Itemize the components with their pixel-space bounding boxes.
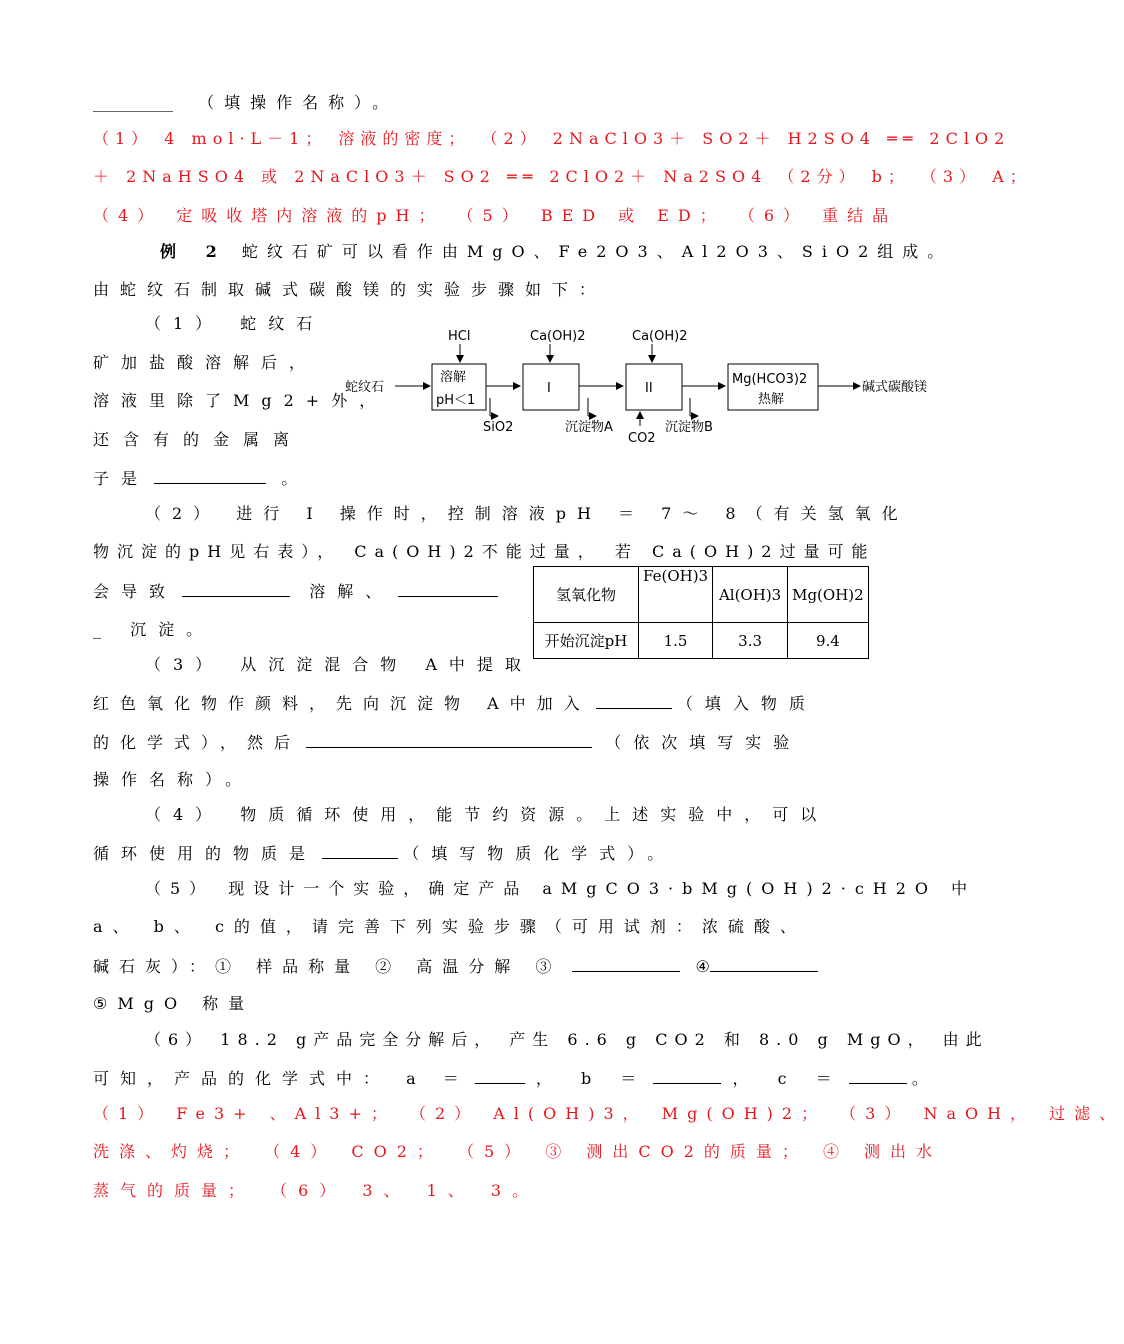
instruction-text: （填操作名称）。 (198, 93, 399, 112)
q2-line-3 (93, 581, 498, 602)
q5-line-4: ⑤MgO 称量 (93, 994, 255, 1013)
q3-text-c: 的化学式），然后 (93, 733, 302, 752)
q5-answer-blank-1[interactable] (572, 956, 680, 972)
diagram-box3-label: II (645, 381, 653, 396)
answer-2-line-1: （1） Fe3+ 、Al3+； （2） Al(OH)3， Mg(OH)2； （3） NaOH， 过滤、 (93, 1104, 1124, 1123)
q4-text-b: （填写物质化学式）。 (403, 844, 676, 863)
answer-2-line-2: 洗涤、灼烧； （4） CO2； （5） ③ 测出CO2的质量； ④ 测出水 (93, 1142, 943, 1161)
q1-answer-blank[interactable] (154, 468, 266, 484)
table-header-row (534, 567, 869, 623)
example-label: 例 2 (160, 242, 229, 261)
answer-2-line-3: 蒸气的质量； （6） 3、 1、 3。 (93, 1181, 540, 1200)
example-intro-2: 由蛇纹石制取碱式碳酸镁的实验步骤如下： (93, 280, 607, 299)
diagram-box4-label-2: 热解 (758, 392, 785, 407)
q6-line-2 (93, 1068, 928, 1089)
answer-line-2: ＋ 2NaHSO4 或 2NaClO3＋ SO2 ══ 2ClO2＋ Na2SO4 （2分） b； （3） A； (93, 167, 1032, 186)
top-line (93, 93, 398, 113)
q3-answer-blank-1[interactable] (596, 693, 672, 709)
q1-text: 子是 (93, 469, 150, 488)
diagram-hcl-label: HCl (448, 329, 471, 344)
diagram-caoh2-label-1: Ca(OH)2 (530, 329, 586, 344)
diagram-sio2-label: SiO2 (483, 420, 514, 435)
answer-blank: __________ (93, 93, 173, 112)
q4-answer-blank[interactable] (322, 843, 398, 859)
q5-line-3 (93, 956, 818, 977)
q6-text-c: ， c ＝ (732, 1069, 844, 1088)
table-cell: 1.5 (639, 623, 713, 659)
diagram-box1-label-2: pH＜1 (436, 393, 476, 408)
q1-line-1: （1） 蛇纹石 (145, 314, 325, 333)
q6-period: 。 (911, 1069, 928, 1088)
q6-answer-blank-c[interactable] (849, 1068, 907, 1084)
q2-line-4: _ 沉淀。 (93, 620, 215, 639)
diagram-box-ii (626, 364, 682, 410)
table-cell: 开始沉淀pH (534, 623, 639, 659)
q5-text-b: ④ (695, 957, 710, 976)
q2-answer-blank-2[interactable] (398, 581, 498, 597)
q2-text-b: 溶解、 (309, 582, 394, 601)
q2-line-1: （2） 进行 Ⅰ 操作时，控制溶液pH ＝ 7～ 8（有关氢氧化 (145, 504, 909, 523)
q1-line-3: 溶液里除了Mg2+外， (93, 391, 388, 410)
q1-line-5 (93, 468, 297, 489)
diagram-box-i (523, 364, 579, 410)
q5-line-2: a、 b、 c的值，请完善下列实验步骤（可用试剂：浓硫酸、 (93, 917, 806, 936)
q3-line-1: （3） 从沉淀混合物 A中提取 (145, 655, 533, 674)
q3-line-4: 操作名称）。 (93, 770, 254, 789)
diagram-box1-label-1: 溶解 (440, 370, 467, 385)
q3-answer-blank-2[interactable] (306, 732, 592, 748)
q5-line-1: （5） 现设计一个实验，确定产品 aMgCO3·bMg(OH)2·cH2O 中 (145, 879, 977, 898)
q3-text-b: （填入物质 (676, 694, 817, 713)
q3-text-a: 红色氧化物作颜料，先向沉淀物 A中加入 (93, 694, 591, 713)
q3-text-d: （依次填写实验 (605, 733, 802, 752)
q6-line-1: （6） 18.2 g产品完全分解后， 产生 6.6 g CO2 和 8.0 g MgO， 由此 (145, 1030, 989, 1049)
table-cell: 9.4 (788, 623, 869, 659)
q1-period: 。 (281, 469, 298, 488)
table-header-cell: Fe(OH)3 (639, 567, 713, 623)
q6-text-a: 可知，产品的化学式中： a ＝ (93, 1069, 470, 1088)
answer-line-1: （1） 4 mol·L－1； 溶液的密度； （2） 2NaClO3＋ SO2＋ H2SO4 ══ 2ClO2 (93, 129, 1011, 148)
q6-text-b: ， b ＝ (535, 1069, 649, 1088)
diagram-end-label: 碱式碳酸镁 (862, 380, 928, 395)
table-header-cell: Al(OH)3 (713, 567, 788, 623)
flow-diagram (340, 318, 940, 448)
q4-line-2 (93, 843, 675, 864)
q5-text-a: 碱石灰）：① 样品称量 ② 高温分解 ③ (93, 957, 562, 976)
diagram-precipitate-a-label: 沉淀物A (565, 420, 613, 435)
q5-answer-blank-2[interactable] (710, 956, 818, 972)
q4-text-a: 循环使用的物质是 (93, 844, 318, 863)
diagram-box4-label-1: Mg(HCO3)2 (732, 372, 808, 387)
q3-line-3 (93, 732, 801, 753)
q1-line-2: 矿加盐酸溶解后， (93, 353, 318, 372)
q4-line-1: （4） 物质循环使用，能节约资源。上述实验中，可以 (145, 805, 829, 824)
example-intro-1: 蛇纹石矿可以看作由MgO、Fe2O3、Al2O3、SiO2组成。 (241, 242, 953, 261)
diagram-start-label: 蛇纹石 (345, 380, 385, 395)
table-row (534, 623, 869, 659)
diagram-co2-label: CO2 (628, 431, 656, 446)
q2-line-2: 物沉淀的pH见右表）， Ca(OH)2不能过量， 若 Ca(OH)2过量可能 (93, 542, 876, 561)
q6-answer-blank-b[interactable] (653, 1068, 721, 1084)
table-cell: 3.3 (713, 623, 788, 659)
example-intro (160, 242, 952, 262)
hydroxide-table (533, 566, 869, 659)
answer-line-3: （4） 定吸收塔内溶液的pH； （5） BED 或 ED； （6） 重结晶 (93, 206, 898, 225)
table-header-cell: 氢氧化物 (534, 567, 639, 623)
q3-line-2 (93, 693, 817, 714)
q6-answer-blank-a[interactable] (475, 1068, 525, 1084)
diagram-caoh2-label-2: Ca(OH)2 (632, 329, 688, 344)
diagram-box2-label: I (547, 381, 551, 396)
table-header-cell: Mg(OH)2 (788, 567, 869, 623)
q2-answer-blank-1[interactable] (182, 581, 290, 597)
diagram-precipitate-b-label: 沉淀物B (665, 420, 713, 435)
q1-line-4: 还含有的金属离 (93, 430, 304, 449)
q2-text-a: 会导致 (93, 582, 178, 601)
